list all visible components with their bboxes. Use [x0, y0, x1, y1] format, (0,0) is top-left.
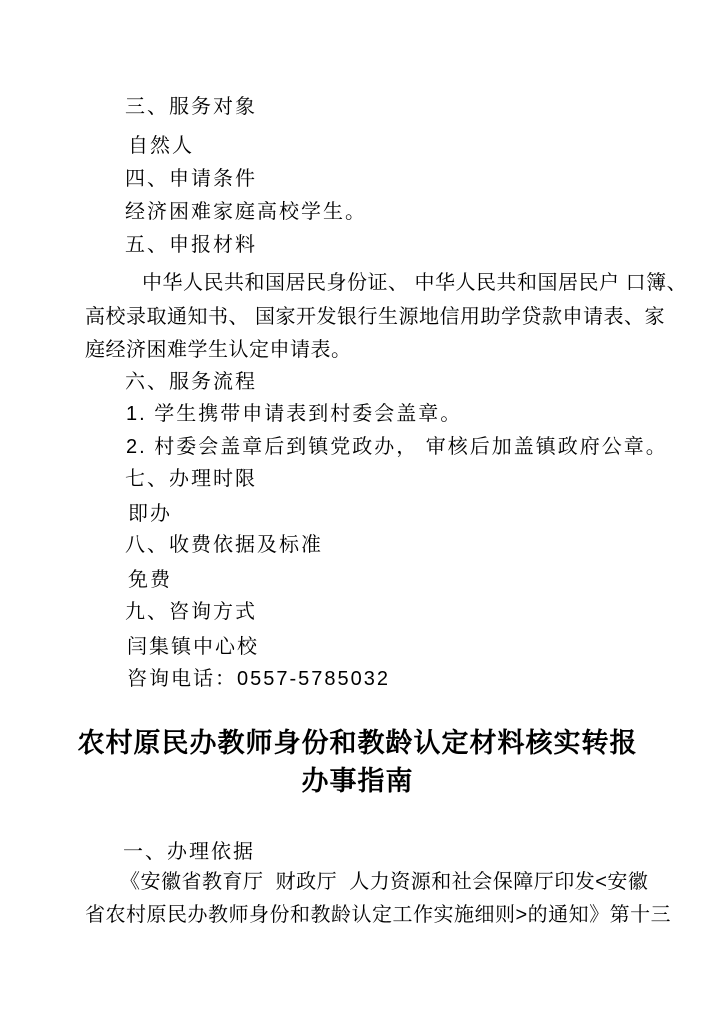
heading-fee-standard: 八、收费依据及标准	[125, 534, 323, 556]
materials-paragraph-line-1: 中华人民共和国居民身份证、 中华人民共和国居民户 口簿、	[142, 272, 688, 294]
heading-service-target: 三、服务对象	[125, 96, 257, 118]
heading-service-flow: 六、服务流程	[125, 371, 257, 393]
heading-materials: 五、申报材料	[125, 234, 257, 256]
service-flow-step-1: 1. 学生携带申请表到村委会盖章。	[126, 403, 463, 425]
heading-consult-method: 九、咨询方式	[125, 601, 257, 623]
consult-org: 闫集镇中心校	[127, 636, 259, 658]
guide-title-line-2: 办事指南	[301, 766, 414, 796]
materials-paragraph-line-3: 庭经济困难学生认定申请表。	[85, 339, 352, 361]
value-fee-standard: 免费	[128, 569, 172, 591]
value-time-limit: 即办	[128, 503, 172, 525]
value-apply-conditions: 经济困难家庭高校学生。	[125, 201, 367, 223]
materials-paragraph-line-2: 高校录取通知书、 国家开发银行生源地信用助学贷款申请表、家	[85, 306, 666, 328]
heading-apply-conditions: 四、申请条件	[125, 168, 257, 190]
consult-phone: 咨询电话：0557-5785032	[127, 668, 391, 690]
service-flow-step-2: 2. 村委会盖章后到镇党政办， 审核后加盖镇政府公章。	[126, 436, 668, 458]
heading-time-limit: 七、办理时限	[125, 468, 257, 490]
basis-paragraph-line-2: 省农村原民办教师身份和教龄认定工作实施细则>的通知》第十三	[85, 904, 672, 926]
value-service-target: 自然人	[128, 135, 194, 157]
heading-handling-basis: 一、办理依据	[123, 841, 255, 863]
guide-title-line-1: 农村原民办教师身份和教龄认定材料核实转报	[77, 728, 638, 758]
basis-paragraph-line-1: 《安徽省教育厅 财政厅 人力资源和社会保障厅印发<安徽	[120, 871, 649, 893]
